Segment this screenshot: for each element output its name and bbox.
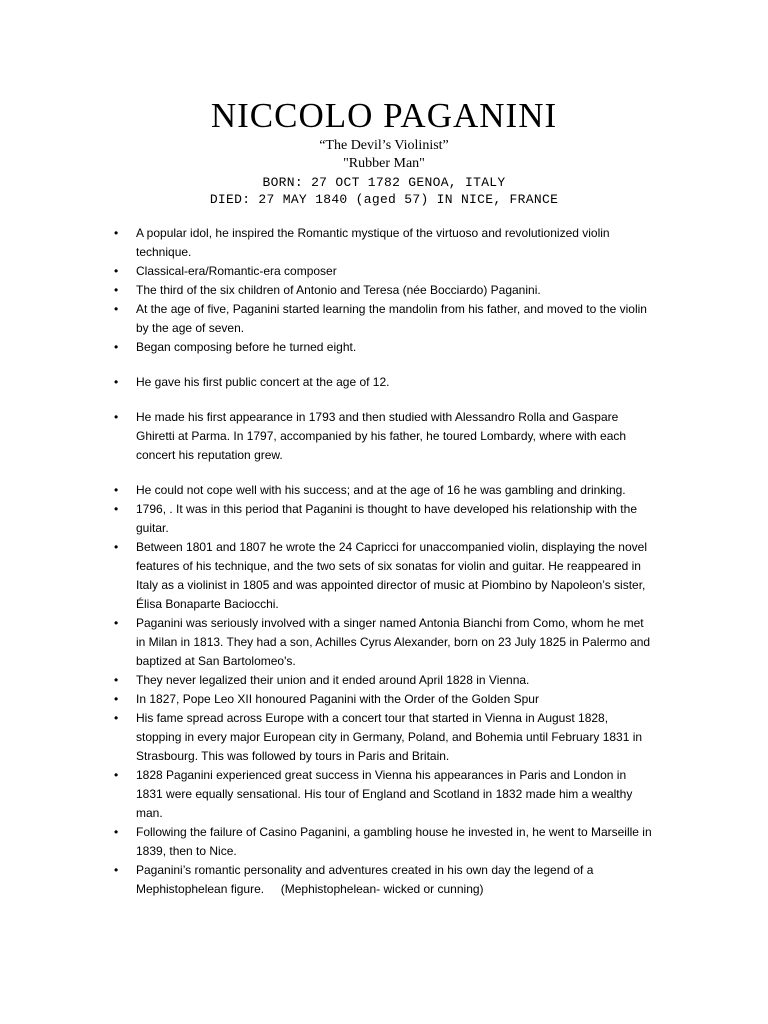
list-item-text: He made his first appearance in 1793 and then studied with Alessandro Rolla and Gaspare Ghiretti at Parma. In 1797, accompanied by his father, he toured Lombardy, where with each concert his reputation grew.: [136, 410, 627, 462]
died-line: DIED: 27 MAY 1840 (aged 57) IN NICE, FRANCE: [209, 192, 559, 207]
list-item: [114, 500, 654, 538]
list-item-text: He gave his first public concert at the age of 12.: [136, 375, 390, 389]
bullet-icon: •: [114, 226, 119, 240]
bullet-icon: •: [114, 616, 119, 630]
list-item: [114, 823, 654, 861]
list-item-text: Paganini’s romantic personality and adventures created in his own day the legend of a Mephistophelean figure. (Mephistophelean- wicked or cunning): [136, 863, 597, 896]
list-item-text: His fame spread across Europe with a concert tour that started in Vienna in August 1828, stopping in every major European city in Germany, Poland, and Bohemia until February 1831 in Strasbourg. This was followed by tours in Paris and Britain.: [136, 711, 643, 763]
nickname-rubber-man: "Rubber Man": [343, 156, 425, 171]
list-item-text: Classical-era/Romantic-era composer: [136, 264, 337, 278]
bullet-icon: •: [114, 863, 119, 877]
list-item: [114, 300, 654, 338]
page-title: NICCOLO PAGANINI: [210, 96, 558, 135]
list-item: [114, 408, 654, 465]
list-item-text: 1828 Paganini experienced great success in Vienna his appearances in Paris and London in 1831 were equally sensational. His tour of England and Scotland in 1832 made him a wealthy man.: [136, 768, 633, 820]
list-item: [114, 671, 654, 690]
list-item-text: The third of the six children of Antonio and Teresa (née Bocciardo) Paganini.: [136, 283, 541, 297]
bullet-icon: •: [114, 302, 119, 316]
list-item-text: They never legalized their union and it ended around April 1828 in Vienna.: [136, 673, 530, 687]
bullet-icon: •: [114, 483, 119, 497]
list-item: [114, 281, 654, 300]
list-item: [114, 766, 654, 823]
list-item: [114, 538, 654, 614]
bullet-list: [114, 224, 654, 899]
list-item: [114, 338, 654, 357]
bullet-icon: •: [114, 711, 119, 725]
list-item-text: 1796, . It was in this period that Paganini is thought to have developed his relationship with the guitar.: [136, 502, 637, 535]
list-item-text: Paganini was seriously involved with a singer named Antonia Bianchi from Como, whom he met in Milan in 1813. They had a son, Achilles Cyrus Alexander, born on 23 July 1825 in Palermo and baptized at San Bartolomeo's.: [136, 616, 651, 668]
list-item: [114, 262, 654, 281]
bullet-icon: •: [114, 540, 119, 554]
list-item: [114, 709, 654, 766]
bullet-icon: •: [114, 283, 119, 297]
list-item: [114, 224, 654, 262]
list-item-text: A popular idol, he inspired the Romantic mystique of the virtuoso and revolutionized violin technique.: [136, 226, 610, 259]
list-item: [114, 614, 654, 671]
list-item: [114, 373, 654, 392]
list-item-text: Began composing before he turned eight.: [136, 340, 357, 354]
bullet-icon: •: [114, 340, 119, 354]
list-item-text: Following the failure of Casino Paganini, a gambling house he invested in, he went to Marseille in 1839, then to Nice.: [136, 825, 652, 858]
bullet-icon: •: [114, 692, 119, 706]
bullet-icon: •: [114, 264, 119, 278]
list-item-text: Between 1801 and 1807 he wrote the 24 Capricci for unaccompanied violin, displaying the novel features of his technique, and the two sets of six sonatas for violin and guitar. He reappeared in Italy as a violinist in 1805 and was appointed director of music at Piombino by Napoleon’s sister, Élisa Bonaparte Baciocchi.: [136, 540, 647, 611]
bullet-icon: •: [114, 768, 119, 782]
bullet-icon: •: [114, 825, 119, 839]
bullet-icon: •: [114, 502, 119, 516]
list-item-text: He could not cope well with his success; and at the age of 16 he was gambling and drinking.: [136, 483, 626, 497]
list-item-text: At the age of five, Paganini started learning the mandolin from his father, and moved to the violin by the age of seven.: [136, 302, 647, 335]
bullet-icon: •: [114, 410, 119, 424]
list-item-text: In 1827, Pope Leo XII honoured Paganini with the Order of the Golden Spur: [136, 692, 539, 706]
nickname-devils-violinist: “The Devil’s Violinist”: [319, 138, 449, 153]
bullet-icon: •: [114, 673, 119, 687]
born-line: BORN: 27 OCT 1782 GENOA, ITALY: [262, 175, 506, 190]
list-item: [114, 690, 654, 709]
bullet-icon: •: [114, 375, 119, 389]
list-item: [114, 481, 654, 500]
list-item: [114, 861, 654, 899]
